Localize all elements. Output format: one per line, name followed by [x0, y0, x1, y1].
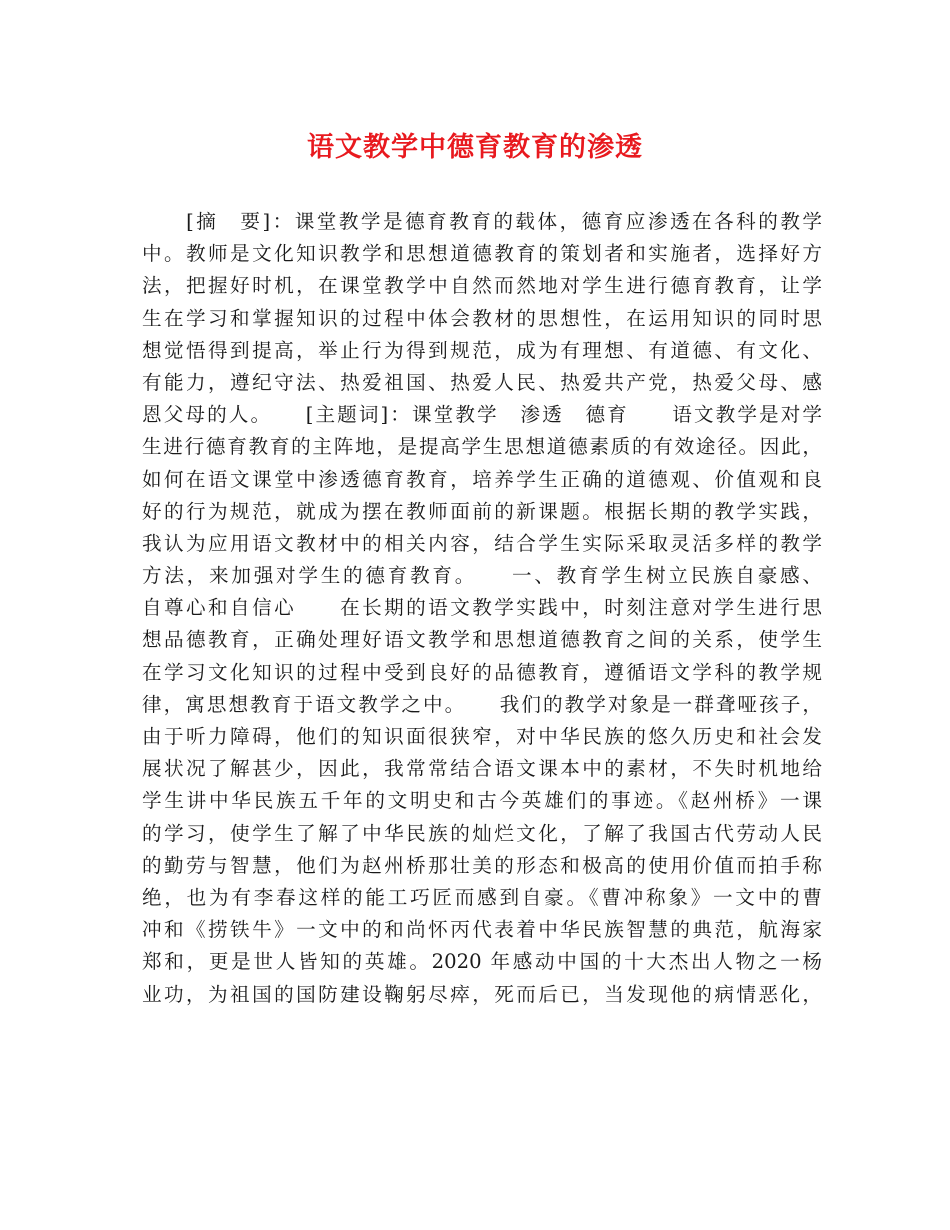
body-line: 展状况了解甚少，因此，我常常结合语文课本中的素材，不失时机地给 — [142, 757, 822, 781]
document-title: 语文教学中德育教育的渗透 — [307, 132, 643, 163]
body-line: 的勤劳与智慧，他们为赵州桥那壮美的形态和极高的使用价值而拍手称 — [142, 853, 822, 877]
body-line: 法，把握好时机，在课堂教学中自然而然地对学生进行德育教育，让学 — [142, 274, 822, 298]
body-line: 学生讲中华民族五千年的文明史和古今英雄们的事迹。《赵州桥》一课 — [142, 789, 822, 813]
body-line: 我认为应用语文教材中的相关内容，结合学生实际采取灵活多样的教学 — [142, 531, 822, 555]
body-line: 生进行德育教育的主阵地，是提高学生思想道德素质的有效途径。因此， — [142, 435, 822, 459]
body-line: 如何在语文课堂中渗透德育教育，培养学生正确的道德观、价值观和良 — [142, 467, 822, 491]
body-line: 有能力，遵纪守法、热爱祖国、热爱人民、热爱共产党，热爱父母、感 — [142, 370, 822, 394]
body-line: 业功，为祖国的国防建设鞠躬尽瘁，死而后已，当发现他的病情恶化， — [142, 982, 822, 1006]
body-line: 想觉悟得到提高，举止行为得到规范，成为有理想、有道德、有文化、 — [142, 338, 822, 362]
body-line: 自尊心和自信心 在长期的语文教学实践中，时刻注意对学生进行思 — [142, 596, 822, 620]
body-line: 方法，来加强对学生的德育教育。 一、教育学生树立民族自豪感、 — [142, 564, 822, 588]
body-line: 在学习文化知识的过程中受到良好的品德教育，遵循语文学科的教学规 — [142, 660, 822, 684]
body-line: 生在学习和掌握知识的过程中体会教材的思想性，在运用知识的同时思 — [142, 306, 822, 330]
body-line: 律，寓思想教育于语文教学之中。 我们的教学对象是一群聋哑孩子， — [142, 692, 822, 716]
body-line: 中。教师是文化知识教学和思想道德教育的策划者和实施者，选择好方 — [142, 242, 822, 266]
body-line: 冲和《捞铁牛》一文中的和尚怀丙代表着中华民族智慧的典范，航海家 — [142, 918, 822, 942]
body-line: 的学习，使学生了解了中华民族的灿烂文化，了解了我国古代劳动人民 — [142, 821, 822, 845]
body-line: 好的行为规范，就成为摆在教师面前的新课题。根据长期的教学实践， — [142, 499, 822, 523]
document-body — [142, 206, 822, 1011]
body-line: 由于听力障碍，他们的知识面很狭窄，对中华民族的悠久历史和社会发 — [142, 725, 822, 748]
body-line: 郑和，更是世人皆知的英雄。2020 年感动中国的十大杰出人物之一杨 — [142, 950, 822, 974]
body-line: 想品德教育，正确处理好语文教学和思想道德教育之间的关系，使学生 — [142, 628, 822, 652]
body-line: 恩父母的人。 [主题词]：课堂教学 渗透 德育 语文教学是对学 — [142, 403, 822, 427]
body-line: [摘 要]：课堂教学是德育教育的载体，德育应渗透在各科的教学 — [142, 210, 822, 233]
body-line: 绝，也为有李春这样的能工巧匠而感到自豪。《曹冲称象》一文中的曹 — [142, 885, 822, 909]
